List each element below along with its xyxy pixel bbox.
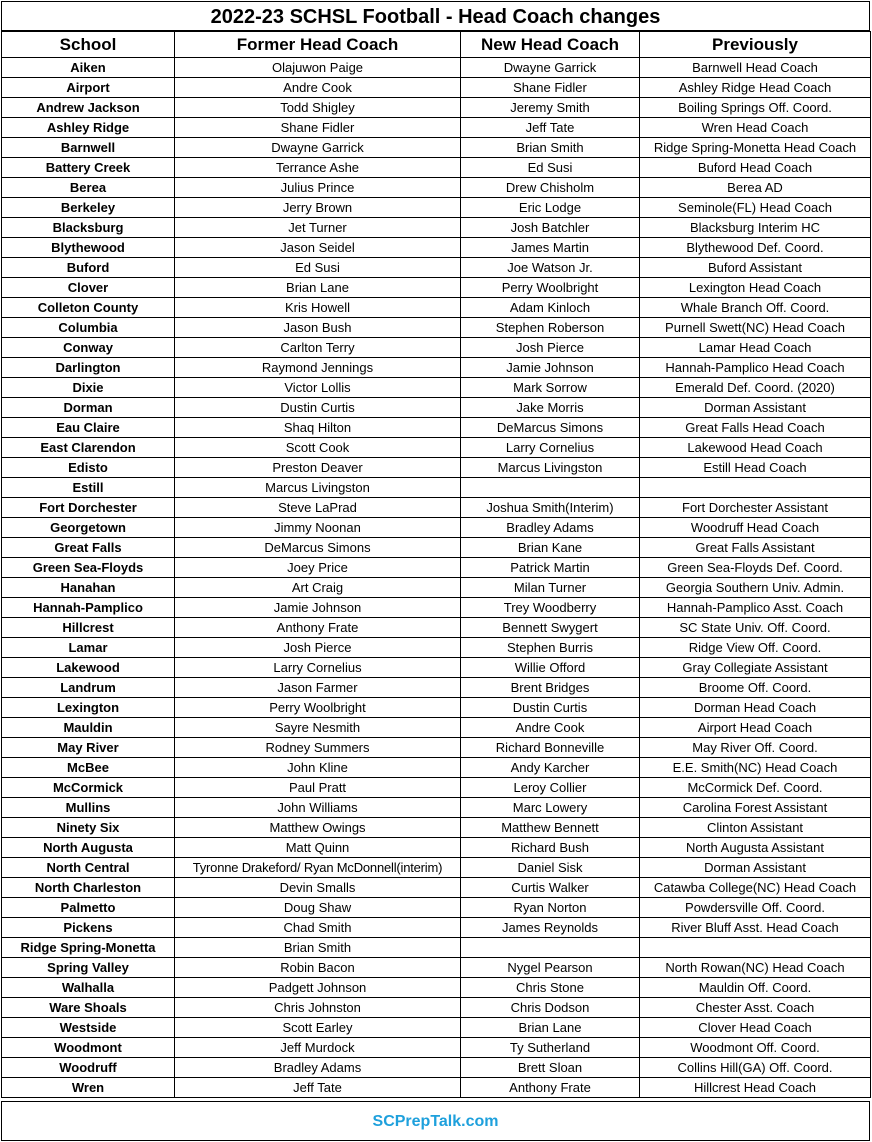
previously-cell: Powdersville Off. Coord. [640,898,871,918]
previously-cell: Ridge Spring-Monetta Head Coach [640,138,871,158]
header-row [2,32,871,58]
table-row [2,358,871,378]
site-credit: SCPrepTalk.com [1,1101,870,1141]
new-coach-cell: Richard Bush [461,838,640,858]
new-coach-cell: Ryan Norton [461,898,640,918]
previously-cell: Catawba College(NC) Head Coach [640,878,871,898]
table-row [2,978,871,998]
new-coach-cell: James Reynolds [461,918,640,938]
new-coach-cell: Jeff Tate [461,118,640,138]
former-coach-cell: Jerry Brown [175,198,461,218]
former-coach-cell: Jason Seidel [175,238,461,258]
table-row [2,198,871,218]
new-coach-cell: Stephen Burris [461,638,640,658]
column-header-school: School [2,32,175,58]
school-cell: North Charleston [2,878,175,898]
previously-cell: E.E. Smith(NC) Head Coach [640,758,871,778]
school-cell: Dorman [2,398,175,418]
previously-cell: Lamar Head Coach [640,338,871,358]
former-coach-cell: Marcus Livingston [175,478,461,498]
table-row [2,498,871,518]
school-cell: Palmetto [2,898,175,918]
school-cell: Lamar [2,638,175,658]
former-coach-cell: Jeff Murdock [175,1038,461,1058]
new-coach-cell: Marc Lowery [461,798,640,818]
former-coach-cell: Doug Shaw [175,898,461,918]
previously-cell: River Bluff Asst. Head Coach [640,918,871,938]
previously-cell: Buford Head Coach [640,158,871,178]
new-coach-cell: Brian Kane [461,538,640,558]
former-coach-cell: Victor Lollis [175,378,461,398]
former-coach-cell: Jet Turner [175,218,461,238]
previously-cell: Woodruff Head Coach [640,518,871,538]
table-row [2,178,871,198]
table-row [2,98,871,118]
table-row [2,778,871,798]
table-row [2,858,871,878]
school-cell: Edisto [2,458,175,478]
school-cell: Ashley Ridge [2,118,175,138]
table-row [2,378,871,398]
table-row [2,518,871,538]
school-cell: North Central [2,858,175,878]
table-row [2,598,871,618]
school-cell: McBee [2,758,175,778]
former-coach-cell: Todd Shigley [175,98,461,118]
previously-cell: Georgia Southern Univ. Admin. [640,578,871,598]
previously-cell: Seminole(FL) Head Coach [640,198,871,218]
table-row [2,558,871,578]
former-coach-cell: Brian Lane [175,278,461,298]
former-coach-cell: Bradley Adams [175,1058,461,1078]
table-row [2,818,871,838]
new-coach-cell: Jake Morris [461,398,640,418]
table-row [2,998,871,1018]
new-coach-cell: Patrick Martin [461,558,640,578]
former-coach-cell: Terrance Ashe [175,158,461,178]
former-coach-cell: Raymond Jennings [175,358,461,378]
table-row [2,918,871,938]
new-coach-cell: Brian Smith [461,138,640,158]
new-coach-cell: James Martin [461,238,640,258]
former-coach-cell: Shaq Hilton [175,418,461,438]
new-coach-cell: Curtis Walker [461,878,640,898]
table-row [2,578,871,598]
former-coach-cell: Perry Woolbright [175,698,461,718]
table-row [2,738,871,758]
previously-cell: Dorman Assistant [640,398,871,418]
previously-cell: North Augusta Assistant [640,838,871,858]
former-coach-cell: Brian Smith [175,938,461,958]
school-cell: Ware Shoals [2,998,175,1018]
school-cell: Columbia [2,318,175,338]
new-coach-cell: Chris Dodson [461,998,640,1018]
table-row [2,58,871,78]
former-coach-cell: Devin Smalls [175,878,461,898]
previously-cell: Buford Assistant [640,258,871,278]
previously-cell: Clinton Assistant [640,818,871,838]
table-row [2,438,871,458]
new-coach-cell: Marcus Livingston [461,458,640,478]
former-coach-cell: Dwayne Garrick [175,138,461,158]
previously-cell: Lexington Head Coach [640,278,871,298]
former-coach-cell: Carlton Terry [175,338,461,358]
table-row [2,958,871,978]
previously-cell: Berea AD [640,178,871,198]
new-coach-cell: Eric Lodge [461,198,640,218]
table-row [2,138,871,158]
school-cell: Wren [2,1078,175,1098]
previously-cell: Ridge View Off. Coord. [640,638,871,658]
former-coach-cell: Art Craig [175,578,461,598]
former-coach-cell: Larry Cornelius [175,658,461,678]
school-cell: Georgetown [2,518,175,538]
school-cell: Woodruff [2,1058,175,1078]
table-row [2,478,871,498]
former-coach-cell: Chad Smith [175,918,461,938]
table-body [2,58,871,1098]
table-row [2,838,871,858]
previously-cell: Great Falls Head Coach [640,418,871,438]
new-coach-cell: Drew Chisholm [461,178,640,198]
school-cell: Ninety Six [2,818,175,838]
new-coach-cell: Shane Fidler [461,78,640,98]
previously-cell: Ashley Ridge Head Coach [640,78,871,98]
sheet-title: 2022-23 SCHSL Football - Head Coach changes [1,1,870,31]
new-coach-cell: Andy Karcher [461,758,640,778]
new-coach-cell: Dustin Curtis [461,698,640,718]
table-row [2,798,871,818]
table-row [2,638,871,658]
previously-cell: Blythewood Def. Coord. [640,238,871,258]
new-coach-cell: Ty Sutherland [461,1038,640,1058]
school-cell: Berea [2,178,175,198]
former-coach-cell: Sayre Nesmith [175,718,461,738]
new-coach-cell: Joe Watson Jr. [461,258,640,278]
school-cell: May River [2,738,175,758]
previously-cell: SC State Univ. Off. Coord. [640,618,871,638]
former-coach-cell: Tyronne Drakeford/ Ryan McDonnell(interim) [175,858,461,878]
school-cell: Woodmont [2,1038,175,1058]
previously-cell: Blacksburg Interim HC [640,218,871,238]
table-row [2,278,871,298]
school-cell: McCormick [2,778,175,798]
school-cell: Fort Dorchester [2,498,175,518]
school-cell: Estill [2,478,175,498]
former-coach-cell: Anthony Frate [175,618,461,638]
table-row [2,878,871,898]
table-row [2,718,871,738]
former-coach-cell: Jason Bush [175,318,461,338]
new-coach-cell: DeMarcus Simons [461,418,640,438]
school-cell: Mauldin [2,718,175,738]
previously-cell: Mauldin Off. Coord. [640,978,871,998]
new-coach-cell: Mark Sorrow [461,378,640,398]
column-header-new-coach: New Head Coach [461,32,640,58]
new-coach-cell: Bennett Swygert [461,618,640,638]
school-cell: North Augusta [2,838,175,858]
school-cell: East Clarendon [2,438,175,458]
school-cell: Andrew Jackson [2,98,175,118]
new-coach-cell: Adam Kinloch [461,298,640,318]
new-coach-cell: Matthew Bennett [461,818,640,838]
table-row [2,1018,871,1038]
table-row [2,1038,871,1058]
new-coach-cell: Willie Offord [461,658,640,678]
school-cell: Walhalla [2,978,175,998]
school-cell: Colleton County [2,298,175,318]
table-row [2,218,871,238]
new-coach-cell: Leroy Collier [461,778,640,798]
new-coach-cell: Chris Stone [461,978,640,998]
school-cell: Westside [2,1018,175,1038]
previously-cell: Boiling Springs Off. Coord. [640,98,871,118]
previously-cell: Wren Head Coach [640,118,871,138]
school-cell: Green Sea-Floyds [2,558,175,578]
new-coach-cell: Jamie Johnson [461,358,640,378]
table-row [2,618,871,638]
former-coach-cell: John Williams [175,798,461,818]
column-header-former-coach: Former Head Coach [175,32,461,58]
former-coach-cell: Matthew Owings [175,818,461,838]
school-cell: Great Falls [2,538,175,558]
school-cell: Spring Valley [2,958,175,978]
former-coach-cell: Scott Earley [175,1018,461,1038]
former-coach-cell: Dustin Curtis [175,398,461,418]
table-row [2,678,871,698]
school-cell: Battery Creek [2,158,175,178]
table-row [2,698,871,718]
new-coach-cell: Richard Bonneville [461,738,640,758]
former-coach-cell: Shane Fidler [175,118,461,138]
former-coach-cell: Robin Bacon [175,958,461,978]
school-cell: Dixie [2,378,175,398]
school-cell: Barnwell [2,138,175,158]
new-coach-cell: Joshua Smith(Interim) [461,498,640,518]
previously-cell: Dorman Assistant [640,858,871,878]
former-coach-cell: Padgett Johnson [175,978,461,998]
new-coach-cell: Stephen Roberson [461,318,640,338]
school-cell: Pickens [2,918,175,938]
table-row [2,298,871,318]
new-coach-cell: Ed Susi [461,158,640,178]
previously-cell: Estill Head Coach [640,458,871,478]
new-coach-cell: Trey Woodberry [461,598,640,618]
previously-cell: Collins Hill(GA) Off. Coord. [640,1058,871,1078]
new-coach-cell: Dwayne Garrick [461,58,640,78]
new-coach-cell: Andre Cook [461,718,640,738]
table-row [2,458,871,478]
previously-cell: Broome Off. Coord. [640,678,871,698]
school-cell: Conway [2,338,175,358]
table-row [2,158,871,178]
former-coach-cell: John Kline [175,758,461,778]
table-row [2,338,871,358]
school-cell: Buford [2,258,175,278]
former-coach-cell: Scott Cook [175,438,461,458]
school-cell: Hannah-Pamplico [2,598,175,618]
school-cell: Darlington [2,358,175,378]
previously-cell [640,938,871,958]
former-coach-cell: DeMarcus Simons [175,538,461,558]
school-cell: Aiken [2,58,175,78]
new-coach-cell: Milan Turner [461,578,640,598]
previously-cell: Hillcrest Head Coach [640,1078,871,1098]
former-coach-cell: Olajuwon Paige [175,58,461,78]
new-coach-cell: Anthony Frate [461,1078,640,1098]
former-coach-cell: Jason Farmer [175,678,461,698]
previously-cell: Clover Head Coach [640,1018,871,1038]
previously-cell: Great Falls Assistant [640,538,871,558]
table-row [2,1058,871,1078]
school-cell: Blythewood [2,238,175,258]
previously-cell: Barnwell Head Coach [640,58,871,78]
previously-cell: Woodmont Off. Coord. [640,1038,871,1058]
new-coach-cell: Bradley Adams [461,518,640,538]
new-coach-cell: Larry Cornelius [461,438,640,458]
school-cell: Berkeley [2,198,175,218]
former-coach-cell: Matt Quinn [175,838,461,858]
former-coach-cell: Chris Johnston [175,998,461,1018]
coach-changes-table [1,31,871,1098]
previously-cell: Emerald Def. Coord. (2020) [640,378,871,398]
new-coach-cell [461,938,640,958]
table-row [2,398,871,418]
former-coach-cell: Jamie Johnson [175,598,461,618]
former-coach-cell: Joey Price [175,558,461,578]
former-coach-cell: Jeff Tate [175,1078,461,1098]
previously-cell: Lakewood Head Coach [640,438,871,458]
table-row [2,238,871,258]
school-cell: Lakewood [2,658,175,678]
former-coach-cell: Steve LaPrad [175,498,461,518]
table-row [2,658,871,678]
school-cell: Ridge Spring-Monetta [2,938,175,958]
previously-cell: Gray Collegiate Assistant [640,658,871,678]
previously-cell: Dorman Head Coach [640,698,871,718]
previously-cell: Fort Dorchester Assistant [640,498,871,518]
former-coach-cell: Ed Susi [175,258,461,278]
previously-cell: North Rowan(NC) Head Coach [640,958,871,978]
new-coach-cell: Jeremy Smith [461,98,640,118]
new-coach-cell: Brent Bridges [461,678,640,698]
school-cell: Mullins [2,798,175,818]
school-cell: Lexington [2,698,175,718]
former-coach-cell: Rodney Summers [175,738,461,758]
table-row [2,898,871,918]
previously-cell: Green Sea-Floyds Def. Coord. [640,558,871,578]
former-coach-cell: Paul Pratt [175,778,461,798]
school-cell: Eau Claire [2,418,175,438]
school-cell: Hillcrest [2,618,175,638]
table-row [2,418,871,438]
former-coach-cell: Preston Deaver [175,458,461,478]
previously-cell: Chester Asst. Coach [640,998,871,1018]
previously-cell: May River Off. Coord. [640,738,871,758]
previously-cell [640,478,871,498]
table-row [2,938,871,958]
previously-cell: Whale Branch Off. Coord. [640,298,871,318]
school-cell: Clover [2,278,175,298]
table-row [2,78,871,98]
previously-cell: Hannah-Pamplico Head Coach [640,358,871,378]
school-cell: Airport [2,78,175,98]
new-coach-cell: Perry Woolbright [461,278,640,298]
new-coach-cell: Brett Sloan [461,1058,640,1078]
table-row [2,118,871,138]
former-coach-cell: Andre Cook [175,78,461,98]
new-coach-cell: Josh Pierce [461,338,640,358]
table-row [2,538,871,558]
column-header-previously: Previously [640,32,871,58]
former-coach-cell: Kris Howell [175,298,461,318]
previously-cell: Airport Head Coach [640,718,871,738]
table-row [2,318,871,338]
school-cell: Hanahan [2,578,175,598]
previously-cell: McCormick Def. Coord. [640,778,871,798]
previously-cell: Hannah-Pamplico Asst. Coach [640,598,871,618]
table-row [2,258,871,278]
table-row [2,1078,871,1098]
table-row [2,758,871,778]
new-coach-cell [461,478,640,498]
school-cell: Landrum [2,678,175,698]
former-coach-cell: Jimmy Noonan [175,518,461,538]
previously-cell: Carolina Forest Assistant [640,798,871,818]
previously-cell: Purnell Swett(NC) Head Coach [640,318,871,338]
former-coach-cell: Josh Pierce [175,638,461,658]
school-cell: Blacksburg [2,218,175,238]
new-coach-cell: Nygel Pearson [461,958,640,978]
new-coach-cell: Daniel Sisk [461,858,640,878]
former-coach-cell: Julius Prince [175,178,461,198]
new-coach-cell: Brian Lane [461,1018,640,1038]
new-coach-cell: Josh Batchler [461,218,640,238]
